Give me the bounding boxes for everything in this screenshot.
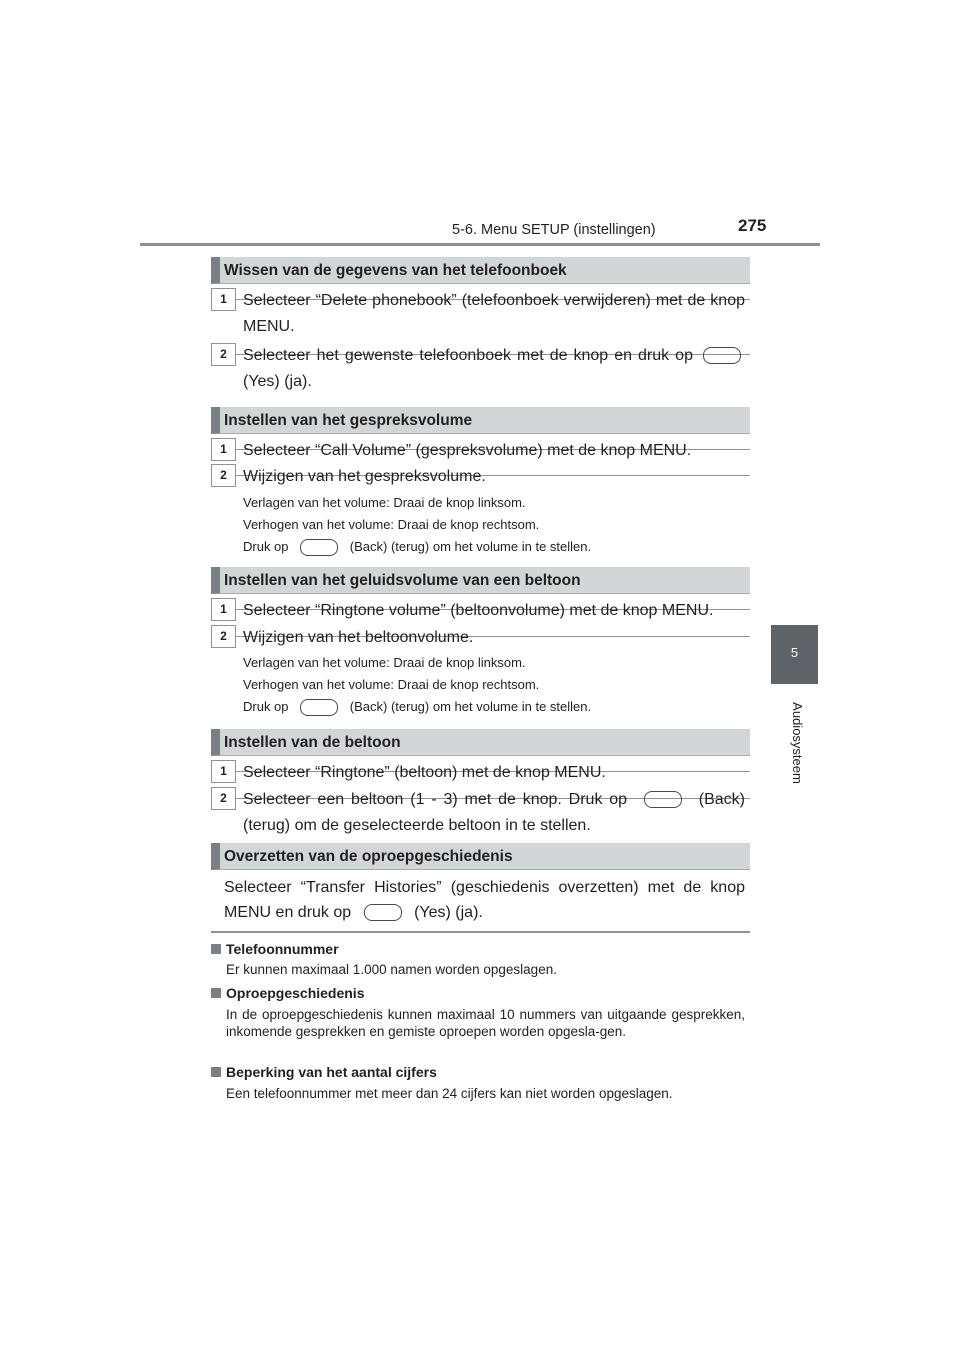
- button-icon: [364, 904, 402, 921]
- page-number: 275: [738, 216, 767, 235]
- sub-text-part: (Back) (terug) om het volume in te stellen.: [349, 539, 592, 554]
- note-title: [211, 941, 751, 957]
- section-divider: [211, 931, 750, 933]
- step-text: Selecteer “Ringtone” (beltoon) met de knop MENU.: [243, 764, 606, 781]
- step-number: 2: [211, 625, 236, 648]
- sub-text-part: Druk op: [243, 539, 289, 554]
- step-text: Selecteer “Ringtone volume” (beltoonvolume) met de knop MENU.: [243, 602, 714, 619]
- section-heading: Instellen van het geluidsvolume van een beltoon: [211, 567, 750, 594]
- sub-text: Verlagen van het volume: Draai de knop linksom.: [243, 495, 526, 510]
- sub-text: [243, 539, 745, 556]
- running-header-section: 5-6. Menu SETUP (instellingen): [452, 222, 656, 238]
- section-heading: Overzetten van de oproepgeschiedenis: [211, 843, 750, 870]
- button-icon: [644, 791, 682, 808]
- note-title-text: Telefoonnummer: [226, 941, 339, 957]
- step-text: Wijzigen van het beltoonvolume.: [243, 629, 474, 646]
- button-icon: [300, 699, 338, 716]
- body-text-part: (Yes) (ja).: [414, 904, 483, 921]
- step-number: 2: [211, 464, 236, 487]
- sub-text: Verlagen van het volume: Draai de knop linksom.: [243, 655, 526, 670]
- section-heading: Instellen van de beltoon: [211, 729, 750, 756]
- step-text-part: (Back) (terug) om de geselecteerde beltoon in te stellen.: [243, 791, 746, 834]
- note-title-text: Beperking van het aantal cijfers: [226, 1064, 437, 1080]
- header-rule: [140, 243, 820, 246]
- body-text: [224, 875, 745, 925]
- square-bullet-icon: [211, 988, 221, 998]
- chapter-tab: 5: [771, 625, 818, 684]
- step-text-part: Selecteer het gewenste telefoonboek met de knop en druk op: [243, 347, 693, 364]
- step-text: Wijzigen van het gespreksvolume.: [243, 468, 486, 485]
- note-title: [211, 1064, 751, 1080]
- sub-text: Verhogen van het volume: Draai de knop rechtsom.: [243, 677, 540, 692]
- step-number: 1: [211, 288, 236, 311]
- note-title-text: Oproepgeschiedenis: [226, 985, 365, 1001]
- step-number: 1: [211, 598, 236, 621]
- button-icon: [300, 539, 338, 556]
- square-bullet-icon: [211, 1067, 221, 1077]
- sub-text: Verhogen van het volume: Draai de knop rechtsom.: [243, 517, 540, 532]
- step-number: 1: [211, 438, 236, 461]
- body-text-part: Selecteer “Transfer Histories” (geschiedenis overzetten) met de knop MENU en druk op: [224, 879, 745, 921]
- step-number: 2: [211, 343, 236, 366]
- square-bullet-icon: [211, 944, 221, 954]
- step-text: [243, 343, 745, 395]
- sub-text: [243, 699, 745, 716]
- section-heading: Wissen van de gegevens van het telefoonboek: [211, 257, 750, 284]
- note-body: Er kunnen maximaal 1.000 namen worden opgeslagen.: [226, 962, 557, 977]
- button-icon: [703, 347, 741, 364]
- step-text: Selecteer “Call Volume” (gespreksvolume) met de knop MENU.: [243, 442, 692, 459]
- step-number: 2: [211, 787, 236, 810]
- step-text: Selecteer “Delete phonebook” (telefoonboek verwijderen) met de knop MENU.: [243, 292, 745, 335]
- step-text: [243, 787, 745, 839]
- sub-text-part: (Back) (terug) om het volume in te stellen.: [349, 699, 592, 714]
- step-number: 1: [211, 760, 236, 783]
- note-body: Een telefoonnummer met meer dan 24 cijfers kan niet worden opgeslagen.: [226, 1086, 673, 1101]
- step-text-part: Selecteer een beltoon (1 - 3) met de knop. Druk op: [243, 791, 628, 808]
- note-body: In de oproepgeschiedenis kunnen maximaal 10 nummers van uitgaande gesprekken, inkomende gesprekken en gemiste oproepen worden opgesla-gen.: [226, 1007, 745, 1039]
- step-text-part: (Yes) (ja).: [243, 373, 312, 390]
- section-heading: Instellen van het gespreksvolume: [211, 407, 750, 434]
- note-title: [211, 985, 751, 1001]
- chapter-label: Audiosysteem: [790, 702, 805, 784]
- sub-text-part: Druk op: [243, 699, 289, 714]
